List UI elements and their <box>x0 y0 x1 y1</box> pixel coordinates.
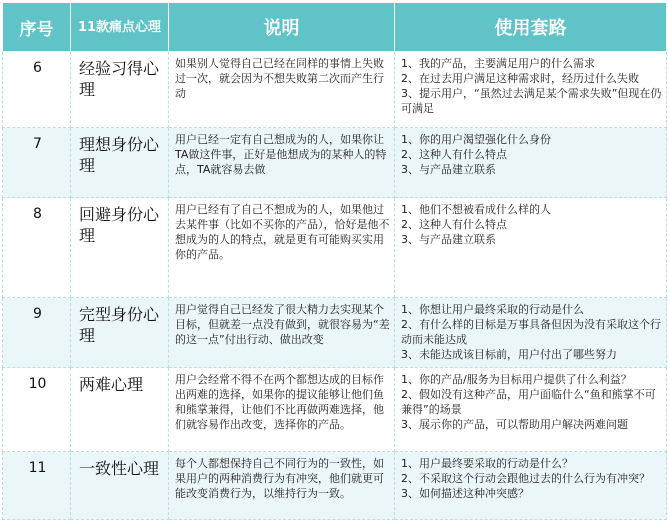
row-number: 8 <box>3 198 71 298</box>
row-number: 7 <box>3 128 71 198</box>
header-row <box>3 3 667 52</box>
row-name: 完型身份心理 <box>71 298 169 368</box>
row-number: 11 <box>3 452 71 520</box>
usage-line: 2、在过去用户满足这种需求时，经历过什么失败 <box>401 72 639 85</box>
table-row <box>3 298 667 368</box>
table-row <box>3 368 667 452</box>
header-pain: 11款痛点心理 <box>71 3 169 52</box>
table-row <box>3 452 667 520</box>
table-row <box>3 198 667 298</box>
row-description: 如果别人觉得自己已经在同样的事情上失败过一次，就会因为不想失败第二次而产生行动 <box>169 52 395 128</box>
usage-line: 2、不采取这个行动会跟他过去的什么行为有冲突？ <box>401 472 650 485</box>
row-usage <box>395 198 667 298</box>
row-description: 用户会经常不得不在两个都想达成的目标作出两难的选择，如果你的提议能够让他们鱼和熊掌兼得，让他们不比再做两难选择，他们就容易作出改变，选择你的产品。 <box>169 368 395 452</box>
usage-line: 3、与产品建立联系 <box>401 233 496 246</box>
table-row <box>3 52 667 128</box>
header-seq: 序号 <box>3 3 71 52</box>
row-description: 用户已经有了自己不想成为的人，如果他过去某件事（比如不买你的产品），恰好是他不想成为的人的特点，就是更有可能购买实用你的产品。 <box>169 198 395 298</box>
usage-line: 1、你的用户渴望强化什么身份 <box>401 133 551 146</box>
row-name: 两难心理 <box>71 368 169 452</box>
usage-line: 2、这种人有什么特点 <box>401 148 507 161</box>
row-number: 6 <box>3 52 71 128</box>
usage-line: 1、他们不想被看成什么样的人 <box>401 203 551 216</box>
header-usage: 使用套路 <box>395 3 667 52</box>
header-desc: 说明 <box>169 3 395 52</box>
usage-line: 1、你想让用户最终采取的行动是什么 <box>401 303 584 316</box>
row-name: 经验习得心理 <box>71 52 169 128</box>
usage-line: 3、与产品建立联系 <box>401 163 496 176</box>
usage-line: 1、你的产品/服务为目标用户提供了什么利益？ <box>401 373 632 386</box>
table-row <box>3 128 667 198</box>
usage-line: 1、我的产品，主要满足用户的什么需求 <box>401 57 595 70</box>
row-description: 用户觉得自己已经发了很大精力去实现某个目标，但就差一点没有做到，就很容易为“差的这一点”付出行动、做出改变 <box>169 298 395 368</box>
row-usage <box>395 52 667 128</box>
usage-line: 3、提示用户，“虽然过去满足某个需求失败”但现在仍可满足 <box>401 87 662 115</box>
pain-point-table <box>2 2 667 520</box>
row-name: 一致性心理 <box>71 452 169 520</box>
usage-line: 2、假如没有这种产品，用户面临什么“鱼和熊掌不可兼得”的场景 <box>401 388 656 416</box>
row-usage <box>395 368 667 452</box>
row-number: 9 <box>3 298 71 368</box>
row-usage <box>395 452 667 520</box>
usage-line: 3、未能达成该目标前，用户付出了哪些努力 <box>401 348 617 361</box>
row-number: 10 <box>3 368 71 452</box>
row-usage <box>395 298 667 368</box>
row-description: 每个人都想保持自己不同行为的一致性，如果用户的两种消费行为有冲突，他们就更可能改变消费行为，以维持行为一致。 <box>169 452 395 520</box>
usage-line: 1、用户最终要采取的行动是什么？ <box>401 457 573 470</box>
row-usage <box>395 128 667 198</box>
row-name: 回避身份心理 <box>71 198 169 298</box>
row-description: 用户已经一定有自己想成为的人，如果你让TA做这件事，正好是他想成为的某种人的特点，TA就容易去做 <box>169 128 395 198</box>
row-name: 理想身份心理 <box>71 128 169 198</box>
usage-line: 2、有什么样的目标是万事具备但因为没有采取这个行动而未能达成 <box>401 318 661 346</box>
usage-line: 2、这种人有什么特点 <box>401 218 507 231</box>
usage-line: 3、展示你的产品，可以帮助用户解决两难问题 <box>401 418 628 431</box>
usage-line: 3、如何描述这种冲突感？ <box>401 487 529 500</box>
